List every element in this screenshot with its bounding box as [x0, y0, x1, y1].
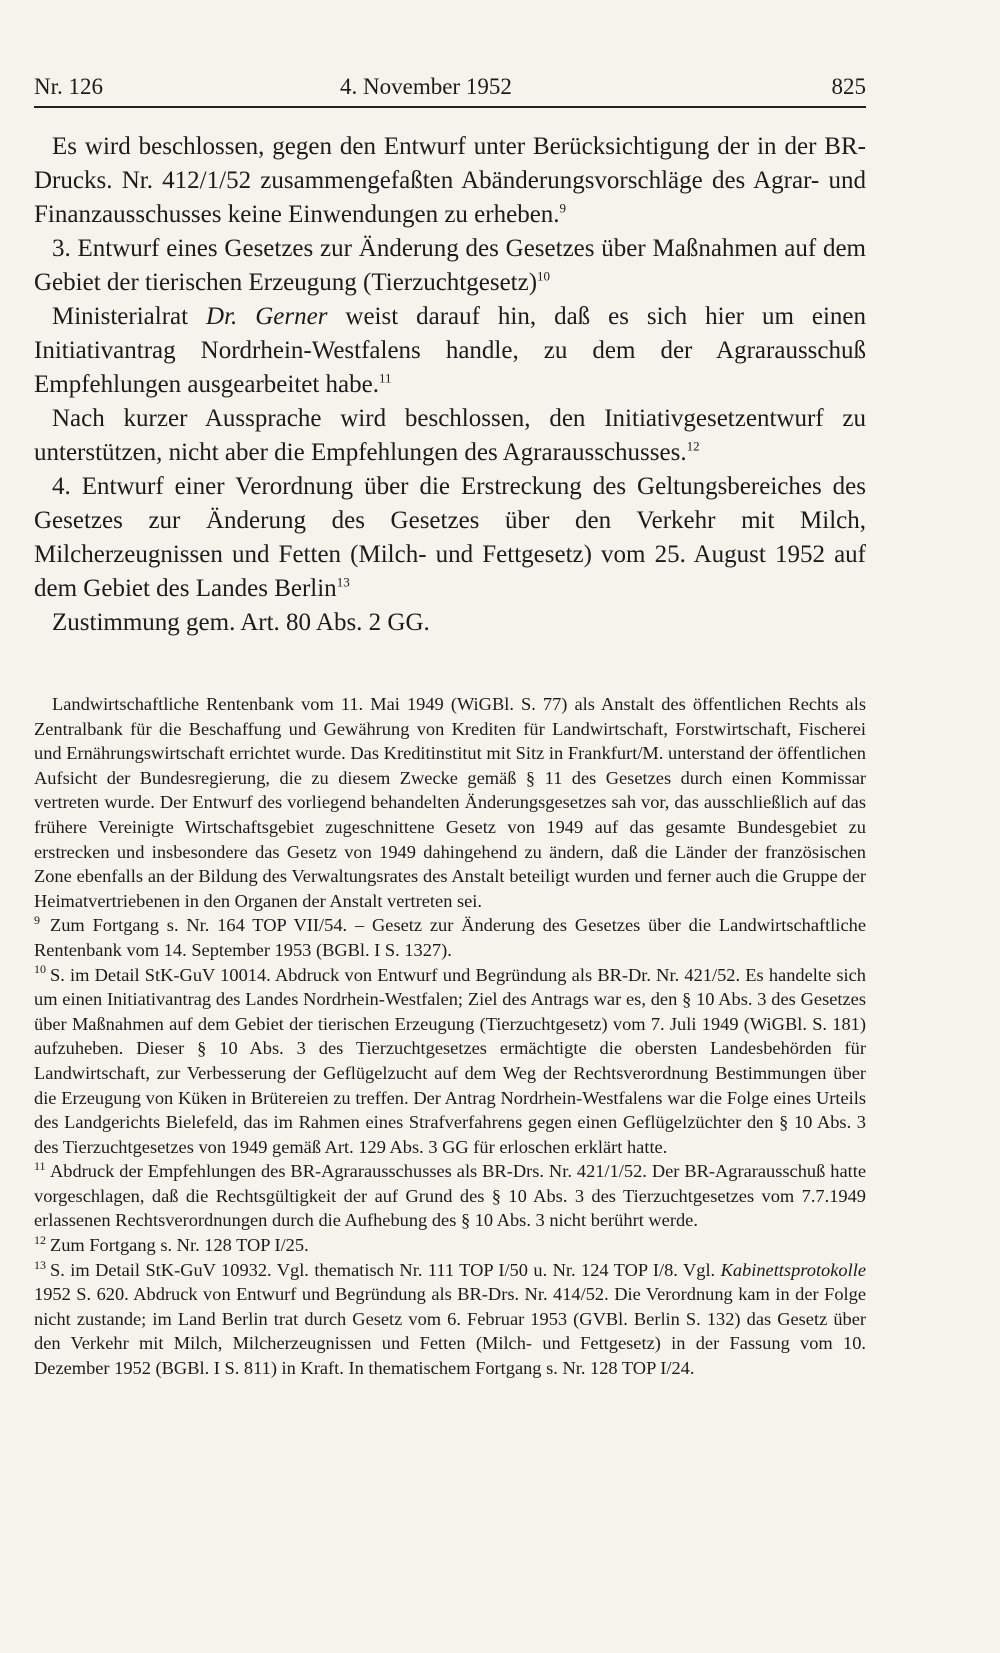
main-text	[34, 130, 866, 640]
footnote-ref-11: 11	[379, 370, 392, 386]
footnote-ref-12: 12	[686, 438, 700, 454]
footnote-ref-10: 10	[537, 268, 551, 284]
paragraph-approval: Zustimmung gem. Art. 80 Abs. 2 GG.	[52, 609, 430, 636]
paragraph-gerner: Ministerialrat Dr. Gerner weist darauf hin, daß es sich hier um einen Initiativantrag Nordrhein-Westfalens handle, zu dem der Agrarausschuß Empfehlungen ausgearbeitet habe.$^{11}$	[34, 303, 866, 398]
footnote-11: 11 Abdruck der Empfehlungen des BR-Agrarausschusses als BR-Drs. Nr. 421/1/52. Der BR-Agrarausschuß hatte vorgeschlagen, daß die Rechtsgültigkeit der auf Grund des § 10 Abs. 3 des Tierzuchtgesetzes vom 7.7.1949 erlassenen Rechtsverordnungen durch die Aufhebung des § 10 Abs. 3 nicht berührt werde.	[34, 1159, 866, 1231]
footnote-10: 10 S. im Detail StK-GuV 10014. Abdruck von Entwurf und Begründung als BR-Dr. Nr. 421/52. Es handelte sich um einen Initiativantrag des Landes Nordrhein-Westfalen; Ziel des Antrags war es, den § 10 Abs. 3 des Gesetzes über Maßnahmen auf dem Gebiet der tierischen Erzeugung (Tierzuchtgesetz) vom 7. Juli 1949 (WiGBl. S. 181) aufzuheben. Dieser § 10 Abs. 3 des Tierzuchtgesetzes ermächtigte die obersten Landesbehörden für Landwirtschaft, zur Verbesserung der Geflügelzucht auf dem Weg der Rechtsverordnung Bestimmungen über die Erzeugung von Küken in Brütereien zu treffen. Der Antrag Nordrhein-Westfalens war die Folge eines Urteils des Landgerichts Bielefeld, das im Rahmen eines Strafverfahrens gegen einen Geflügelzüchter den § 10 Abs. 3 des Tierzuchtgesetzes von 1949 gemäß Art. 129 Abs. 3 GG für erloschen erklärt hatte.	[34, 962, 866, 1157]
page-header	[34, 72, 866, 108]
cited-work-title: Kabinettsprotokolle	[720, 1259, 866, 1280]
speaker-name: Dr. Gerner	[206, 303, 328, 330]
header-page-number: 825	[831, 74, 866, 99]
footnote-13: 13 S. im Detail StK-GuV 10932. Vgl. thematisch Nr. 111 TOP I/50 u. Nr. 124 TOP I/8. Vgl. Kabinettsprotokolle 1952 S. 620. Abdruck von Entwurf und Begründung als BR-Drs. Nr. 414/52. Die Verordnung kam in der Folge nicht zustande; im Land Berlin trat durch Gesetz vom 6. Februar 1953 (GVBl. Berlin S. 132) das Gesetz über den Verkehr mit Milch, Milcherzeugnissen und Fetten (Milch- und Fettgesetz) in der Fassung vom 10. Dezember 1952 (BGBl. I S. 811) in Kraft. In thematischem Fortgang s. Nr. 128 TOP I/24.	[34, 1257, 866, 1379]
footnotes-section	[34, 692, 866, 1381]
paragraph-decision: Nach kurzer Aussprache wird beschlossen, den Initiativgesetzentwurf zu unterstützen, nicht aber die Empfehlungen des Agrarausschusses.$^{12}$	[34, 405, 866, 466]
agenda-item-4: 4. Entwurf einer Verordnung über die Erstreckung des Geltungsbereiches des Gesetzes zur Änderung des Gesetzes über den Verkehr mit Milch, Milcherzeugnissen und Fetten (Milch- und Fettgesetz) vom 25. August 1952 auf dem Gebiet des Landes Berlin$^{13}$	[34, 473, 866, 602]
agenda-item-3: 3. Entwurf eines Gesetzes zur Änderung des Gesetzes über Maßnahmen auf dem Gebiet der tierischen Erzeugung (Tierzuchtgesetz)$^{10}$	[34, 235, 866, 296]
footnote-continuation: Landwirtschaftliche Rentenbank vom 11. Mai 1949 (WiGBl. S. 77) als Anstalt des öffentlichen Rechts als Zentralbank für die Beschaffung und Gewährung von Krediten für Landwirtschaft, Forstwirtschaft, Fischerei und Ernährungswirtschaft errichtet wurde. Das Kreditinstitut mit Sitz in Frankfurt/M. unterstand der öffentlichen Aufsicht der Bundesregierung, die zu diesem Zwecke gemäß § 11 des Gesetzes durch einen Kommissar vertreten wurde. Der Entwurf des vorliegend behandelten Änderungsgesetzes sah vor, das ausschließlich auf das frühere Vereinigte Wirtschaftsgebiet zugeschnittene Gesetz von 1949 auf das gesamte Bundesgebiet zu erstrecken und insbesondere das Gesetz von 1949 dahingehend zu ändern, daß die Länder der französischen Zone ebenfalls an der Bildung des Verwaltungsrates des Anstalt beteiligt wurden und ferner auch die Gruppe der Heimatvertriebenen in den Organen der Anstalt vertreten sei.	[34, 694, 866, 911]
header-issue-number: Nr. 126	[34, 74, 103, 99]
paragraph-resolution: Es wird beschlossen, gegen den Entwurf unter Berücksichtigung der in der BR-Drucks. Nr. 412/1/52 zusammengefaßten Abänderungsvorschläge des Agrar- und Finanzausschusses keine Einwendungen zu erheben.$^9$	[34, 133, 866, 228]
footnote-ref-9: 9	[559, 200, 567, 216]
header-date: 4. November 1952	[340, 74, 512, 99]
footnote-12: 12 Zum Fortgang s. Nr. 128 TOP I/25.	[34, 1232, 309, 1256]
footnote-ref-13: 13	[336, 574, 350, 590]
footnote-9: 9 Zum Fortgang s. Nr. 164 TOP VII/54. – Gesetz zur Änderung des Gesetzes über die Landwirtschaftliche Rentenbank vom 14. September 1953 (BGBl. I S. 1327).	[34, 913, 866, 960]
